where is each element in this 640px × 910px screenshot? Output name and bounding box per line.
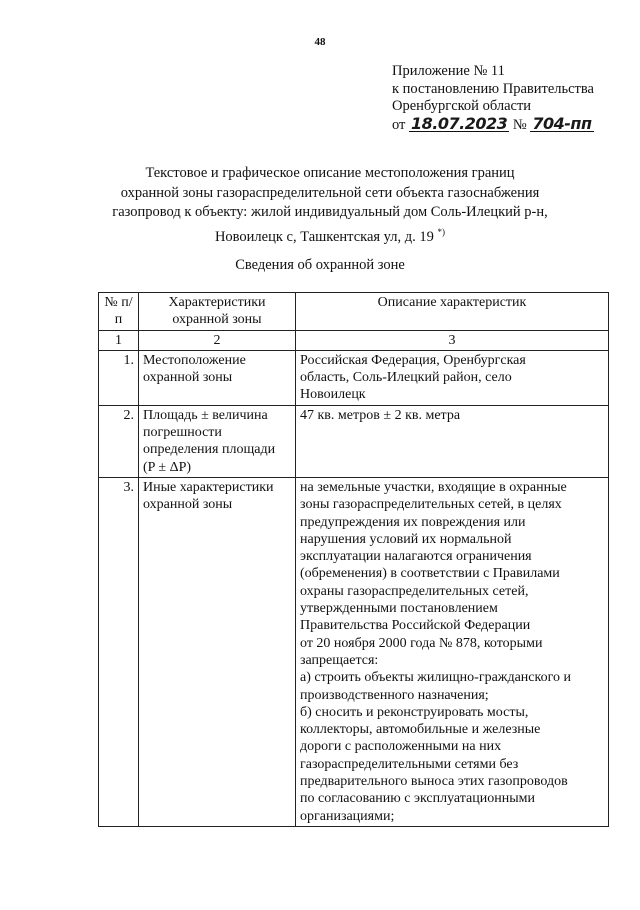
text-line: коллекторы, автомобильные и железные <box>300 722 541 738</box>
text-line: организациями; <box>300 808 395 824</box>
appendix-title: Приложение № 11 <box>392 63 505 79</box>
appendix-date-line <box>392 113 594 135</box>
text-line: охранной зоны <box>143 370 233 386</box>
row-number: 1. <box>99 350 139 405</box>
header-characteristic: Характеристики охранной зоны <box>139 293 296 331</box>
index-cell: 3 <box>296 330 609 350</box>
page-number: 48 <box>314 36 326 48</box>
text-line: Площадь ± величина <box>143 407 268 423</box>
text-line: б) сносить и реконструировать мосты, <box>300 704 529 720</box>
row-characteristic <box>139 350 296 405</box>
text-line: эксплуатации налагаются ограничения <box>300 549 532 565</box>
appendix-region: Оренбургской области <box>392 98 532 114</box>
text-line: газораспределительными сетями без <box>300 756 519 772</box>
table-header-row <box>99 293 609 331</box>
row-number: 2. <box>99 405 139 477</box>
text-line: охранной зоны <box>143 497 233 513</box>
text-line: Правительства Российской Федерации <box>300 618 531 634</box>
text-line: на земельные участки, входящие в охранные <box>300 479 567 495</box>
text-line: 47 кв. метров ± 2 кв. метра <box>300 407 461 423</box>
title-line-2: охранной зоны газораспределительной сети объекта газоснабжения <box>120 184 540 201</box>
row-characteristic <box>139 405 296 477</box>
text-line: охраны газораспределительных сетей, <box>300 583 529 599</box>
text-line: дороги с расположенными на них <box>300 739 502 755</box>
index-cell: 2 <box>139 330 296 350</box>
text-line: запрещается: <box>300 652 379 668</box>
title-line-1: Текстовое и графическое описание местоположения границ <box>145 165 515 181</box>
text-line: нарушения условий их нормальной <box>300 531 512 547</box>
text-line: Местоположение <box>143 352 246 368</box>
text-line: зоны газораспределительных сетей, в целях <box>300 497 562 513</box>
header-description: Описание характеристик <box>296 293 609 331</box>
row-characteristic <box>139 477 296 826</box>
handwritten-date: 18.07.2023 <box>411 113 508 133</box>
text-line: определения площади <box>143 442 276 458</box>
text-line: область, Соль-Илецкий район, село <box>300 370 512 386</box>
table-row <box>99 477 609 826</box>
table-row <box>99 350 609 405</box>
text-line: предварительного выноса этих газопроводов <box>300 774 568 790</box>
appendix-resolution: к постановлению Правительства <box>392 80 594 97</box>
section-subtitle: Сведения об охранной зоне <box>235 257 405 273</box>
text-line: от 20 ноября 2000 года № 878, которыми <box>300 635 543 651</box>
zone-info-table <box>98 292 609 827</box>
text-line: по согласованию с эксплуатационными <box>300 791 535 807</box>
text-line: Новоилецк <box>300 387 366 403</box>
title-line-3: газопровод к объекту: жилой индивидуальный дом Соль-Илецкий р-н, <box>112 204 548 220</box>
text-line: Иные характеристики <box>143 479 274 495</box>
title-line-4 <box>80 223 580 247</box>
table-row <box>99 405 609 477</box>
text-line: (P ± ΔP) <box>143 459 192 475</box>
handwritten-number: 704-пп <box>532 113 592 133</box>
row-description <box>296 350 609 405</box>
text-line: утвержденными постановлением <box>300 601 498 617</box>
number-prefix: № <box>512 116 527 133</box>
row-number: 3. <box>99 477 139 826</box>
appendix-block <box>392 63 594 134</box>
document-title <box>80 164 580 247</box>
text-line: а) строить объекты жилищно-гражданского и <box>300 670 571 686</box>
row-description <box>296 405 609 477</box>
table-index-row <box>99 330 609 350</box>
date-prefix: от <box>392 116 406 133</box>
header-number: № п/п <box>99 293 139 331</box>
title-address: Новоилецк с, Ташкентская ул, д. 19 <box>214 228 434 245</box>
text-line: погрешности <box>143 425 222 441</box>
index-cell: 1 <box>99 330 139 350</box>
text-line: (обременения) в соответствии с Правилами <box>300 566 560 582</box>
row-description <box>296 477 609 826</box>
text-line: производственного назначения; <box>300 687 489 703</box>
footnote-mark: *) <box>437 226 446 237</box>
text-line: предупреждения их повреждения или <box>300 514 526 530</box>
text-line: Российская Федерация, Оренбургская <box>300 352 526 368</box>
